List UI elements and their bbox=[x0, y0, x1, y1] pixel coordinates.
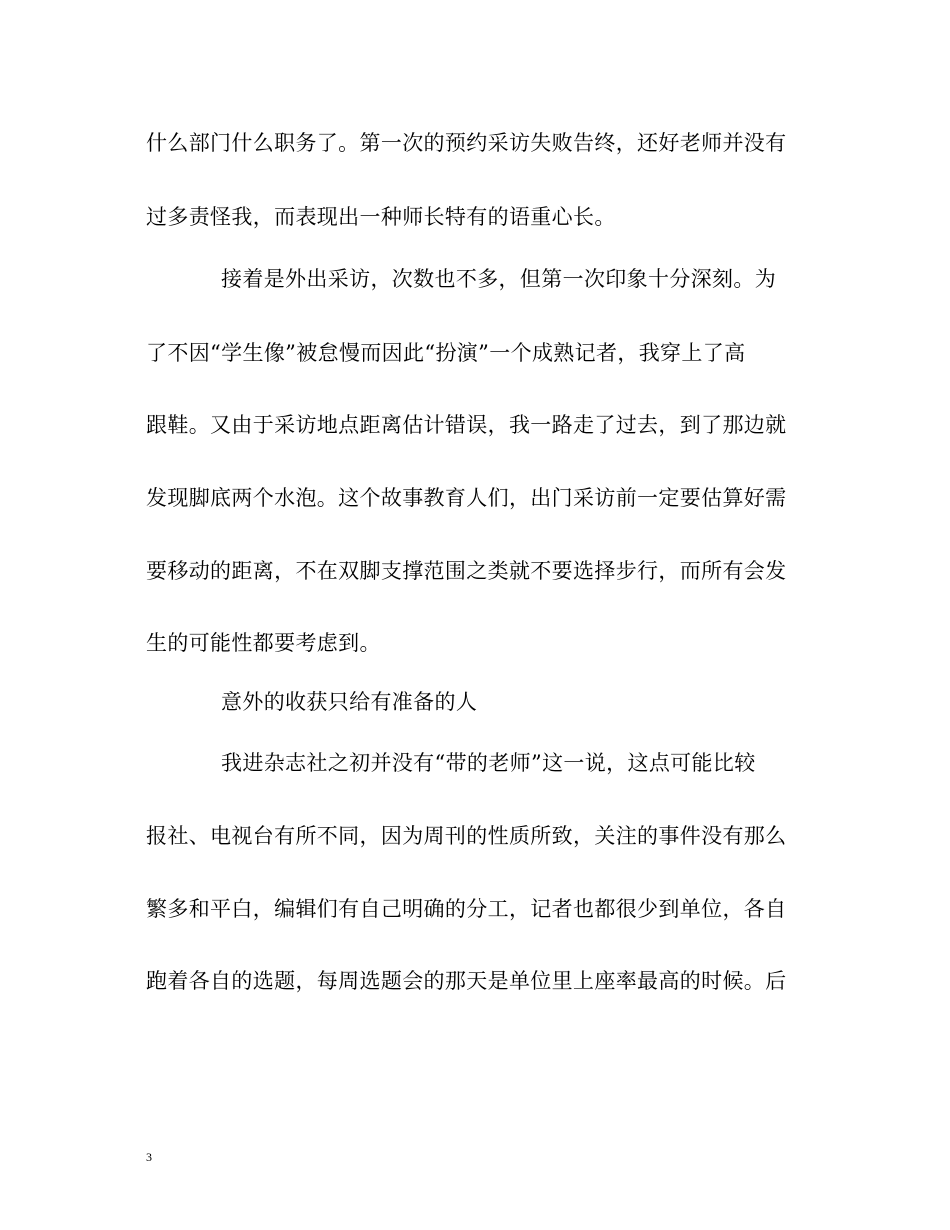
text-line: 报社、电视台有所不同，因为周刊的性质所致，关注的事件没有那么 bbox=[146, 824, 787, 848]
text-line: 什么部门什么职务了。第一次的预约采访失败告终，还好老师并没有 bbox=[146, 131, 787, 155]
text-line: 过多责怪我，而表现出一种师长特有的语重心长。 bbox=[146, 205, 616, 229]
text-line: 跟鞋。又由于采访地点距离估计错误，我一路走了过去，到了那边就 bbox=[146, 413, 787, 437]
page-number: 3 bbox=[146, 1150, 152, 1164]
paragraph-start-line: 接着是外出采访，次数也不多，但第一次印象十分深刻。为 bbox=[221, 267, 777, 291]
section-heading: 意外的收获只给有准备的人 bbox=[221, 690, 478, 714]
text-line: 发现脚底两个水泡。这个故事教育人们，出门采访前一定要估算好需 bbox=[146, 486, 787, 510]
paragraph-start-line: 我进杂志社之初并没有“带的老师”这一说，这点可能比较 bbox=[221, 751, 756, 775]
text-line: 了不因“学生像”被怠慢而因此“扮演”一个成熟记者，我穿上了高 bbox=[146, 341, 746, 365]
text-line: 跑着各自的选题，每周选题会的那天是单位里上座率最高的时候。后 bbox=[146, 969, 787, 993]
text-line: 要移动的距离，不在双脚支撑范围之类就不要选择步行，而所有会发 bbox=[146, 559, 787, 583]
text-line: 繁多和平白，编辑们有自己明确的分工，记者也都很少到单位，各自 bbox=[146, 897, 787, 921]
text-line: 生的可能性都要考虑到。 bbox=[146, 631, 381, 655]
